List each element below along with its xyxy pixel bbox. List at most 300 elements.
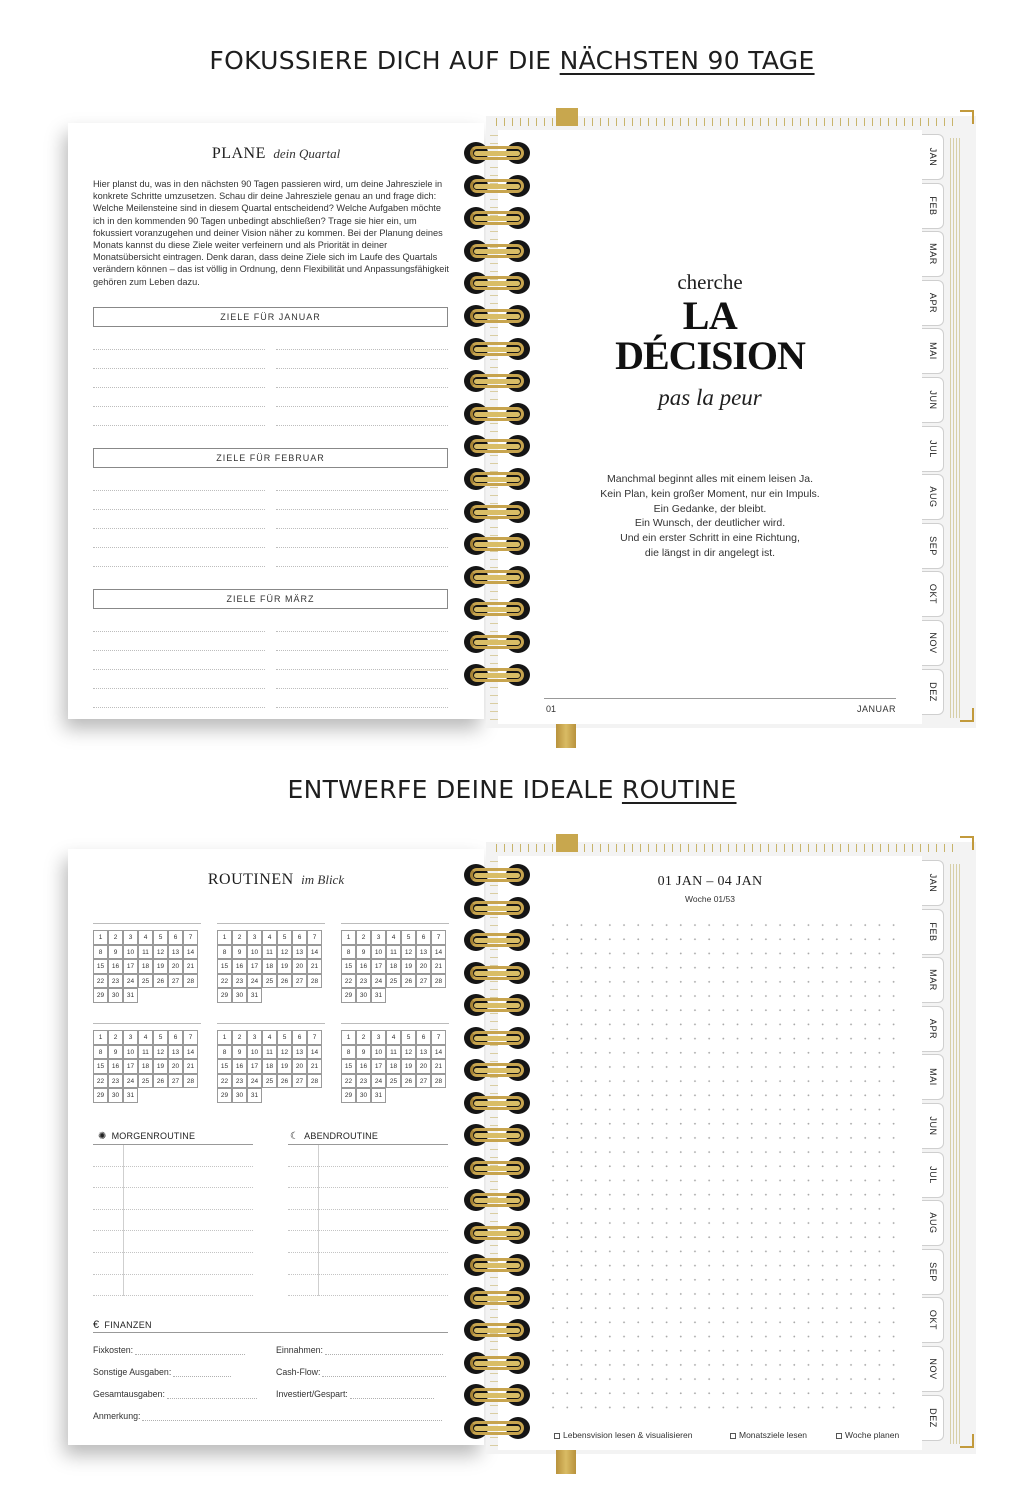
gold-corner-top — [960, 110, 974, 124]
spiral-ring — [464, 1384, 530, 1406]
calendar-day[interactable]: 20 — [168, 959, 183, 974]
calendar-day[interactable]: 14 — [431, 1045, 446, 1060]
calendar-day[interactable]: 16 — [108, 959, 123, 974]
calendar-day[interactable]: 28 — [431, 974, 446, 989]
calendar-day[interactable]: 26 — [153, 974, 168, 989]
bookmark-ribbon-top — [556, 108, 578, 126]
calendar-day[interactable]: 12 — [401, 1045, 416, 1060]
calendar-day[interactable]: 22 — [217, 1074, 232, 1089]
month-tab-dez[interactable] — [922, 669, 944, 715]
calendar-day[interactable]: 14 — [183, 945, 198, 960]
calendar-day[interactable]: 1 — [93, 930, 108, 945]
calendar-day[interactable]: 26 — [277, 1074, 292, 1089]
calendar-day[interactable]: 6 — [292, 930, 307, 945]
calendar-day[interactable]: 17 — [247, 1059, 262, 1074]
calendar-day[interactable]: 22 — [93, 974, 108, 989]
page-title — [68, 145, 484, 163]
calendar-day[interactable]: 1 — [217, 930, 232, 945]
calendar-day[interactable]: 6 — [416, 1030, 431, 1045]
page-number: 01 — [546, 704, 557, 714]
finance-fixkosten[interactable] — [93, 1345, 245, 1355]
moon-icon: ☾ — [290, 1131, 300, 1142]
calendar-day[interactable]: 27 — [292, 974, 307, 989]
calendar-day[interactable]: 22 — [217, 974, 232, 989]
finance-field-label: Fixkosten: — [93, 1345, 134, 1355]
month-tab-jul[interactable] — [922, 426, 944, 472]
calendar-day[interactable]: 19 — [277, 1059, 292, 1074]
goal-lines-february-right[interactable] — [276, 472, 448, 567]
calendar-day[interactable]: 15 — [217, 1059, 232, 1074]
calendar-day[interactable]: 19 — [401, 1059, 416, 1074]
calendar-day[interactable]: 15 — [93, 1059, 108, 1074]
check-lebensvision[interactable] — [554, 1430, 692, 1440]
poem-line: Ein Gedanke, der bleibt. — [653, 502, 767, 515]
goal-box-february: ZIELE FÜR FEBRUAR — [93, 448, 448, 468]
calendar-day[interactable]: 2 — [232, 1030, 247, 1045]
calendar-day[interactable]: 16 — [356, 1059, 371, 1074]
calendar-day[interactable]: 3 — [247, 930, 262, 945]
calendar-day[interactable]: 4 — [138, 930, 153, 945]
calendar-day[interactable]: 20 — [416, 959, 431, 974]
calendar-day[interactable]: 23 — [108, 1074, 123, 1089]
footer-divider — [544, 698, 896, 699]
quote-line-3: DÉCISION — [615, 333, 805, 378]
calendar-day[interactable]: 14 — [431, 945, 446, 960]
calendar-day[interactable]: 19 — [401, 959, 416, 974]
checkbox-icon[interactable] — [836, 1433, 842, 1439]
calendar-day[interactable]: 23 — [108, 974, 123, 989]
quote-sheet — [498, 130, 922, 724]
calendar-day[interactable]: 21 — [307, 959, 322, 974]
spiral-binding — [464, 142, 534, 742]
calendar-day[interactable]: 18 — [262, 1059, 277, 1074]
calendar-day[interactable]: 4 — [262, 1030, 277, 1045]
page-title-main: PLANE — [211, 145, 266, 162]
calendar-day[interactable]: 15 — [93, 959, 108, 974]
calendar-day[interactable]: 1 — [341, 930, 356, 945]
calendar-day[interactable]: 27 — [292, 1074, 307, 1089]
calendar-day[interactable]: 23 — [356, 1074, 371, 1089]
calendar-day[interactable]: 17 — [123, 1059, 138, 1074]
calendar-day[interactable]: 24 — [123, 974, 138, 989]
spiral-ring — [464, 962, 530, 984]
calendar-day[interactable]: 31 — [123, 988, 138, 1003]
calendar-day[interactable]: 8 — [217, 945, 232, 960]
spiral-ring — [464, 1222, 530, 1244]
gold-corner-bottom — [960, 1434, 974, 1448]
calendar-day[interactable]: 28 — [307, 974, 322, 989]
calendar-day[interactable]: 28 — [307, 1074, 322, 1089]
calendar-day[interactable]: 11 — [262, 1045, 277, 1060]
calendar-day[interactable]: 7 — [307, 1030, 322, 1045]
calendar-day[interactable]: 29 — [93, 988, 108, 1003]
dot-grid[interactable] — [546, 918, 902, 1418]
calendar-day[interactable]: 25 — [386, 1074, 401, 1089]
calendar-day[interactable]: 5 — [153, 930, 168, 945]
calendar-day[interactable]: 15 — [341, 959, 356, 974]
calendar-day[interactable]: 9 — [356, 1045, 371, 1060]
calendar-day[interactable]: 14 — [307, 945, 322, 960]
spiral-ring — [464, 1287, 530, 1309]
calendar-day[interactable]: 14 — [183, 1045, 198, 1060]
check-label: Monatsziele lesen — [739, 1430, 808, 1440]
calendar-day[interactable]: 31 — [371, 1088, 386, 1103]
habit-tracker[interactable] — [341, 923, 449, 1003]
calendar-day[interactable]: 30 — [356, 988, 371, 1003]
calendar-day[interactable]: 13 — [416, 1045, 431, 1060]
month-tab-label: MAR — [927, 969, 938, 992]
calendar-day[interactable]: 20 — [168, 1059, 183, 1074]
calendar-day[interactable]: 5 — [401, 930, 416, 945]
spread-routine — [0, 834, 1024, 1454]
month-tab-feb[interactable] — [922, 909, 944, 955]
calendar-day[interactable]: 6 — [168, 930, 183, 945]
spiral-ring — [464, 207, 530, 229]
spiral-ring — [464, 338, 530, 360]
calendar-day[interactable]: 27 — [168, 974, 183, 989]
calendar-day[interactable]: 27 — [416, 974, 431, 989]
calendar-day[interactable]: 29 — [217, 1088, 232, 1103]
calendar-day[interactable]: 9 — [232, 1045, 247, 1060]
month-tab-label: MAR — [927, 243, 938, 266]
goal-box-march: ZIELE FÜR MÄRZ — [93, 589, 448, 609]
calendar-day[interactable]: 6 — [168, 1030, 183, 1045]
finance-field-label: Anmerkung: — [93, 1411, 141, 1421]
finance-investiert[interactable] — [276, 1389, 434, 1399]
calendar-day[interactable]: 9 — [356, 945, 371, 960]
calendar-day[interactable]: 17 — [123, 959, 138, 974]
calendar-day[interactable]: 21 — [307, 1059, 322, 1074]
calendar-day[interactable]: 30 — [108, 1088, 123, 1103]
calendar-day[interactable]: 15 — [217, 959, 232, 974]
month-tab-label: OKT — [927, 584, 938, 605]
calendar-day[interactable]: 30 — [232, 988, 247, 1003]
calendar-day[interactable]: 24 — [247, 974, 262, 989]
calendar-day[interactable]: 18 — [138, 959, 153, 974]
calendar-day[interactable]: 27 — [168, 1074, 183, 1089]
calendar-day[interactable]: 10 — [371, 1045, 386, 1060]
calendar-day[interactable]: 24 — [371, 974, 386, 989]
calendar-day[interactable]: 23 — [232, 1074, 247, 1089]
month-tab-label: DEZ — [927, 681, 938, 702]
spread-quarter — [0, 108, 1024, 728]
finance-field-label: Cash-Flow: — [276, 1367, 321, 1377]
month-tab-label: FEB — [927, 195, 938, 216]
calendar-day[interactable]: 13 — [168, 945, 183, 960]
calendar-day[interactable]: 18 — [386, 959, 401, 974]
habit-tracker[interactable] — [93, 923, 201, 1003]
calendar-day[interactable]: 10 — [247, 1045, 262, 1060]
headline-quarter — [0, 46, 1024, 75]
calendar-day[interactable]: 9 — [108, 1045, 123, 1060]
calendar-day[interactable]: 3 — [123, 1030, 138, 1045]
finance-sonstige[interactable] — [93, 1367, 231, 1377]
sun-icon: ✺ — [98, 1131, 107, 1142]
month-tab-aug[interactable] — [922, 1200, 944, 1246]
calendar-day[interactable]: 13 — [168, 1045, 183, 1060]
spiral-ring — [464, 305, 530, 327]
month-tab-feb[interactable] — [922, 183, 944, 229]
calendar-day[interactable]: 31 — [247, 1088, 262, 1103]
calendar-day[interactable]: 25 — [386, 974, 401, 989]
calendar-day[interactable]: 28 — [183, 1074, 198, 1089]
calendar-day[interactable]: 27 — [416, 1074, 431, 1089]
spiral-ring — [464, 1124, 530, 1146]
calendar-day[interactable]: 8 — [93, 945, 108, 960]
calendar-day[interactable]: 30 — [356, 1088, 371, 1103]
checkbox-icon[interactable] — [554, 1433, 560, 1439]
month-tab-okt[interactable] — [922, 1297, 944, 1343]
calendar-day[interactable]: 8 — [217, 1045, 232, 1060]
calendar-day[interactable]: 7 — [183, 930, 198, 945]
calendar-day[interactable]: 25 — [138, 1074, 153, 1089]
month-tab-label: NOV — [927, 632, 938, 654]
calendar-day[interactable]: 10 — [371, 945, 386, 960]
poem-line: Und ein erster Schritt in eine Richtung, — [620, 532, 800, 545]
calendar-day[interactable]: 17 — [247, 959, 262, 974]
calendar-day[interactable]: 29 — [93, 1088, 108, 1103]
calendar-day[interactable]: 12 — [401, 945, 416, 960]
calendar-day[interactable]: 5 — [401, 1030, 416, 1045]
calendar-day[interactable]: 2 — [108, 1030, 123, 1045]
month-tab-label: JUL — [927, 439, 938, 458]
finance-einnahmen[interactable] — [276, 1345, 443, 1355]
month-tab-jul[interactable] — [922, 1152, 944, 1198]
spiral-ring — [464, 240, 530, 262]
calendar-day[interactable]: 23 — [232, 974, 247, 989]
calendar-day[interactable]: 24 — [123, 1074, 138, 1089]
calendar-day[interactable]: 22 — [93, 1074, 108, 1089]
goal-lines-january-left[interactable] — [93, 331, 265, 426]
month-tab-label: SEP — [927, 1261, 938, 1282]
morning-routine-box[interactable] — [93, 1144, 253, 1296]
calendar-day[interactable]: 18 — [262, 959, 277, 974]
calendar-day[interactable]: 26 — [401, 1074, 416, 1089]
calendar-day[interactable]: 1 — [217, 1030, 232, 1045]
calendar-day[interactable]: 7 — [431, 1030, 446, 1045]
calendar-day[interactable]: 14 — [307, 1045, 322, 1060]
finance-cashflow[interactable] — [276, 1367, 446, 1377]
calendar-day[interactable]: 5 — [277, 930, 292, 945]
calendar-day[interactable]: 26 — [401, 974, 416, 989]
habit-tracker[interactable] — [217, 923, 325, 1003]
calendar-day[interactable]: 25 — [262, 1074, 277, 1089]
habit-tracker[interactable] — [217, 1023, 325, 1103]
calendar-day[interactable]: 20 — [292, 959, 307, 974]
calendar-day[interactable]: 15 — [341, 1059, 356, 1074]
calendar-day[interactable]: 21 — [183, 959, 198, 974]
finance-field-label: Investiert/Gespart: — [276, 1389, 348, 1399]
calendar-day[interactable]: 20 — [416, 1059, 431, 1074]
calendar-day[interactable]: 31 — [247, 988, 262, 1003]
month-tab-apr[interactable] — [922, 1006, 944, 1052]
calendar-day[interactable]: 4 — [138, 1030, 153, 1045]
calendar-day[interactable]: 2 — [356, 1030, 371, 1045]
calendar-day[interactable]: 13 — [416, 945, 431, 960]
calendar-day[interactable]: 6 — [416, 930, 431, 945]
check-woche-planen[interactable] — [836, 1430, 899, 1440]
calendar-day[interactable]: 25 — [138, 974, 153, 989]
month-tab-label: JUL — [927, 1165, 938, 1184]
month-tab-aug[interactable] — [922, 474, 944, 520]
calendar-day[interactable]: 16 — [356, 959, 371, 974]
calendar-day[interactable]: 10 — [123, 1045, 138, 1060]
quote-line-2: LA — [682, 293, 738, 338]
page-title-script: dein Quartal — [273, 146, 341, 161]
quote-line-1: cherche — [677, 270, 743, 294]
goal-lines-february-left[interactable] — [93, 472, 265, 567]
calendar-day[interactable]: 18 — [138, 1059, 153, 1074]
calendar-day[interactable]: 5 — [153, 1030, 168, 1045]
week-subtitle: Woche 01/53 — [685, 894, 735, 904]
habit-tracker[interactable] — [341, 1023, 449, 1103]
goal-lines-march-right[interactable] — [276, 613, 448, 708]
calendar-day[interactable]: 10 — [247, 945, 262, 960]
calendar-day[interactable]: 4 — [386, 1030, 401, 1045]
poem-line: die längst in dir angelegt ist. — [644, 546, 776, 559]
calendar-day[interactable]: 7 — [431, 930, 446, 945]
evening-routine-box[interactable] — [288, 1144, 448, 1296]
spiral-ring — [464, 501, 530, 523]
finance-anmerkung[interactable] — [93, 1411, 442, 1421]
calendar-day[interactable]: 3 — [123, 930, 138, 945]
poem-line: Ein Wunsch, der deutlicher wird. — [634, 517, 786, 530]
calendar-day[interactable]: 12 — [153, 945, 168, 960]
calendar-day[interactable]: 2 — [108, 930, 123, 945]
month-tab-label: JUN — [927, 390, 938, 410]
month-tab-mai[interactable] — [922, 1054, 944, 1100]
calendar-day[interactable]: 30 — [108, 988, 123, 1003]
month-tab-apr[interactable] — [922, 280, 944, 326]
calendar-day[interactable]: 17 — [371, 1059, 386, 1074]
calendar-day[interactable]: 24 — [371, 1074, 386, 1089]
calendar-day[interactable]: 12 — [153, 1045, 168, 1060]
check-monatsziele[interactable] — [730, 1430, 807, 1440]
calendar-day[interactable]: 16 — [108, 1059, 123, 1074]
calendar-day[interactable]: 25 — [262, 974, 277, 989]
calendar-day[interactable]: 24 — [247, 1074, 262, 1089]
calendar-day[interactable]: 4 — [262, 930, 277, 945]
calendar-day[interactable]: 29 — [217, 988, 232, 1003]
calendar-day[interactable]: 11 — [138, 945, 153, 960]
calendar-day[interactable]: 29 — [341, 1088, 356, 1103]
calendar-day[interactable]: 6 — [292, 1030, 307, 1045]
month-tab-nov[interactable] — [922, 1346, 944, 1392]
month-tab-sep[interactable] — [922, 1249, 944, 1295]
calendar-day[interactable]: 1 — [93, 1030, 108, 1045]
spiral-ring — [464, 142, 530, 164]
calendar-day[interactable]: 8 — [93, 1045, 108, 1060]
calendar-day[interactable]: 21 — [431, 1059, 446, 1074]
calendar-day[interactable]: 5 — [277, 1030, 292, 1045]
calendar-day[interactable]: 31 — [123, 1088, 138, 1103]
goal-lines-january-right[interactable] — [276, 331, 448, 426]
calendar-day[interactable]: 21 — [431, 959, 446, 974]
calendar-day[interactable]: 3 — [247, 1030, 262, 1045]
month-tab-label: APR — [927, 292, 938, 313]
month-tab-jan[interactable] — [922, 134, 944, 180]
calendar-day[interactable]: 21 — [183, 1059, 198, 1074]
calendar-day[interactable]: 2 — [232, 930, 247, 945]
headline-routine — [0, 775, 1024, 804]
poem-line: Manchmal beginnt alles mit einem leisen Ja. — [606, 473, 814, 485]
month-tab-dez[interactable] — [922, 1395, 944, 1441]
calendar-day[interactable]: 16 — [232, 959, 247, 974]
month-tab-jun[interactable] — [922, 377, 944, 423]
calendar-day[interactable]: 20 — [292, 1059, 307, 1074]
calendar-day[interactable]: 4 — [386, 930, 401, 945]
calendar-day[interactable]: 22 — [341, 1074, 356, 1089]
month-tab-mai[interactable] — [922, 328, 944, 374]
calendar-day[interactable]: 19 — [153, 959, 168, 974]
calendar-day[interactable]: 11 — [262, 945, 277, 960]
calendar-day[interactable]: 1 — [341, 1030, 356, 1045]
euro-icon: € — [93, 1319, 100, 1331]
month-tab-mar[interactable] — [922, 957, 944, 1003]
calendar-day[interactable]: 8 — [341, 945, 356, 960]
calendar-day[interactable]: 12 — [277, 1045, 292, 1060]
calendar-day[interactable]: 8 — [341, 1045, 356, 1060]
calendar-day[interactable]: 19 — [277, 959, 292, 974]
calendar-day[interactable]: 13 — [292, 945, 307, 960]
calendar-day[interactable]: 9 — [232, 945, 247, 960]
month-tab-okt[interactable] — [922, 571, 944, 617]
calendar-day[interactable]: 23 — [356, 974, 371, 989]
spiral-ring — [464, 1352, 530, 1374]
month-tab-mar[interactable] — [922, 231, 944, 277]
month-tab-jun[interactable] — [922, 1103, 944, 1149]
calendar-day[interactable]: 11 — [138, 1045, 153, 1060]
month-tab-nov[interactable] — [922, 620, 944, 666]
calendar-day[interactable]: 30 — [232, 1088, 247, 1103]
morning-routine-heading — [98, 1131, 195, 1142]
habit-tracker[interactable] — [93, 1023, 201, 1103]
calendar-day[interactable]: 11 — [386, 945, 401, 960]
month-tab-sep[interactable] — [922, 523, 944, 569]
calendar-day[interactable]: 22 — [341, 974, 356, 989]
calendar-day[interactable]: 19 — [153, 1059, 168, 1074]
calendar-day[interactable]: 7 — [183, 1030, 198, 1045]
spiral-ring — [464, 664, 530, 686]
calendar-day[interactable]: 3 — [371, 1030, 386, 1045]
calendar-day[interactable]: 11 — [386, 1045, 401, 1060]
goal-lines-march-left[interactable] — [93, 613, 265, 708]
spiral-ring — [464, 468, 530, 490]
calendar-day[interactable]: 26 — [153, 1074, 168, 1089]
calendar-day[interactable]: 26 — [277, 974, 292, 989]
month-tab-jan[interactable] — [922, 860, 944, 906]
calendar-day[interactable]: 2 — [356, 930, 371, 945]
calendar-day[interactable]: 28 — [183, 974, 198, 989]
checkbox-icon[interactable] — [730, 1433, 736, 1439]
calendar-day[interactable]: 16 — [232, 1059, 247, 1074]
calendar-day[interactable]: 13 — [292, 1045, 307, 1060]
calendar-day[interactable]: 10 — [123, 945, 138, 960]
calendar-day[interactable]: 7 — [307, 930, 322, 945]
gold-corner-top — [960, 836, 974, 850]
calendar-day[interactable]: 29 — [341, 988, 356, 1003]
calendar-day[interactable]: 31 — [371, 988, 386, 1003]
finance-divider — [93, 1332, 448, 1333]
calendar-day[interactable]: 28 — [431, 1074, 446, 1089]
footer-month: JANUAR — [856, 704, 896, 714]
calendar-day[interactable]: 17 — [371, 959, 386, 974]
calendar-day[interactable]: 9 — [108, 945, 123, 960]
finance-gesamt[interactable] — [93, 1389, 257, 1399]
calendar-day[interactable]: 12 — [277, 945, 292, 960]
calendar-day[interactable]: 3 — [371, 930, 386, 945]
calendar-day[interactable]: 18 — [386, 1059, 401, 1074]
